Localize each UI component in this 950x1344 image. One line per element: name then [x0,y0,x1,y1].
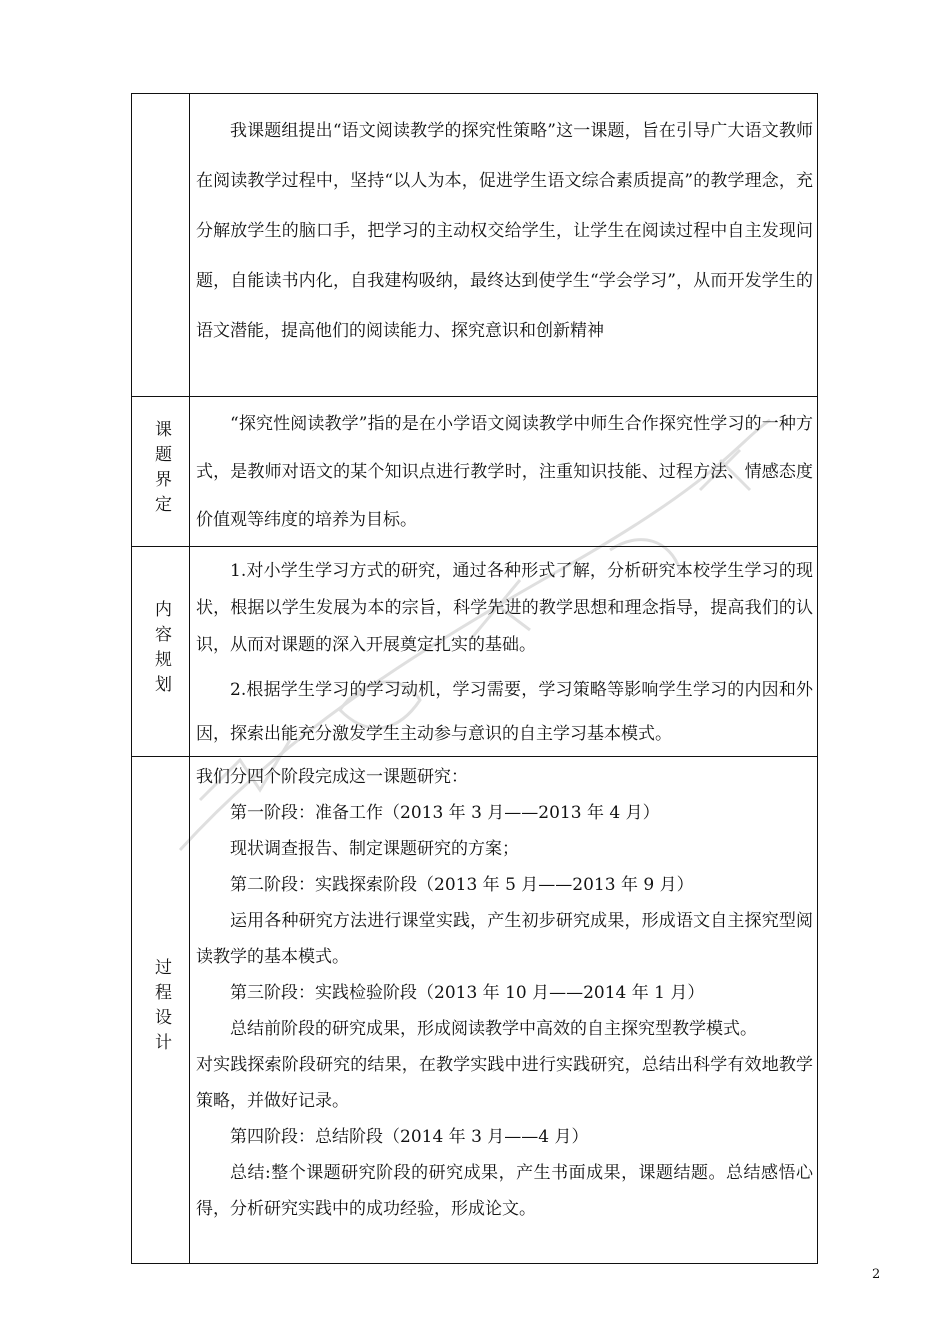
row-content-body [190,547,818,757]
row-process-body [190,757,818,1264]
row-content-label-cell [132,547,190,757]
row-purpose-body [190,94,818,397]
row-process [132,757,818,1264]
stage-4-detail: 总结:整个课题研究阶段的研究成果，产生书面成果，课题结题。总结感悟心得，分析研究实践中的成功经验，形成论文。 [196,1163,813,1219]
stage-3-detail-continued: 对实践探索阶段研究的结果，在教学实践中进行实践研究，总结出科学有效地教学策略，并做好记录。 [196,1055,813,1111]
stage-1-title: 第一阶段：准备工作（2013 年 3 月——2013 年 4 月） [230,803,660,823]
row-definition-label-cell [132,397,190,547]
stage-1-detail: 现状调查报告、制定课题研究的方案； [230,839,519,859]
stage-2-title: 第二阶段：实践探索阶段（2013 年 5 月——2013 年 9 月） [230,875,694,895]
project-design-table [131,93,818,1264]
row-process-label: 过程设计 [151,958,171,1058]
stage-4-title: 第四阶段：总结阶段（2014 年 3 月——4 月） [230,1127,589,1147]
page-number: 2 [872,1267,881,1282]
row-purpose-label-cell [132,94,190,397]
row-purpose [132,94,818,397]
stage-2-detail: 运用各种研究方法进行课堂实践，产生初步研究成果，形成语文自主探究型阅读教学的基本模式。 [196,911,813,967]
row-definition-label: 课题界定 [151,419,171,520]
row-content-label: 内容规划 [151,599,171,700]
content-paragraph-2: 2.根据学生学习的学习动机，学习需要，学习策略等影响学生学习的内因和外因，探索出能充分激发学生主动参与意识的自主学习基本模式。 [196,680,813,744]
row-process-label-cell [132,757,190,1264]
row-content [132,547,818,757]
purpose-paragraph: 我课题组提出“语文阅读教学的探究性策略”这一课题，旨在引导广大语文教师在阅读教学过程中，坚持“以人为本，促进学生语文综合素质提高”的教学理念，充分解放学生的脑口手，把学习的主动权交给学生，让学生在阅读过程中自主发现问题，自能读书内化，自我建构吸纳，最终达到使学生“学会学习”，从而开发学生的语文潜能，提高他们的阅读能力、探究意识和创新精神 [196,121,813,341]
row-definition [132,397,818,547]
row-definition-body [190,397,818,547]
stage-3-title: 第三阶段：实践检验阶段（2013 年 10 月——2014 年 1 月） [230,983,705,1003]
content-paragraph-1: 1.对小学生学习方式的研究，通过各种形式了解，分析研究本校学生学习的现状，根据以学生发展为本的宗旨，科学先进的教学思想和理念指导，提高我们的认识，从而对课题的深入开展奠定扎实的基础。 [196,561,813,655]
definition-paragraph: “探究性阅读教学”指的是在小学语文阅读教学中师生合作探究性学习的一种方式，是教师对语文的某个知识点进行教学时，注重知识技能、过程方法、情感态度价值观等纬度的培养为目标。 [196,414,813,530]
stage-3-detail: 总结前阶段的研究成果，形成阅读教学中高效的自主探究型教学模式。 [230,1019,757,1039]
process-intro: 我们分四个阶段完成这一课题研究： [196,767,468,787]
